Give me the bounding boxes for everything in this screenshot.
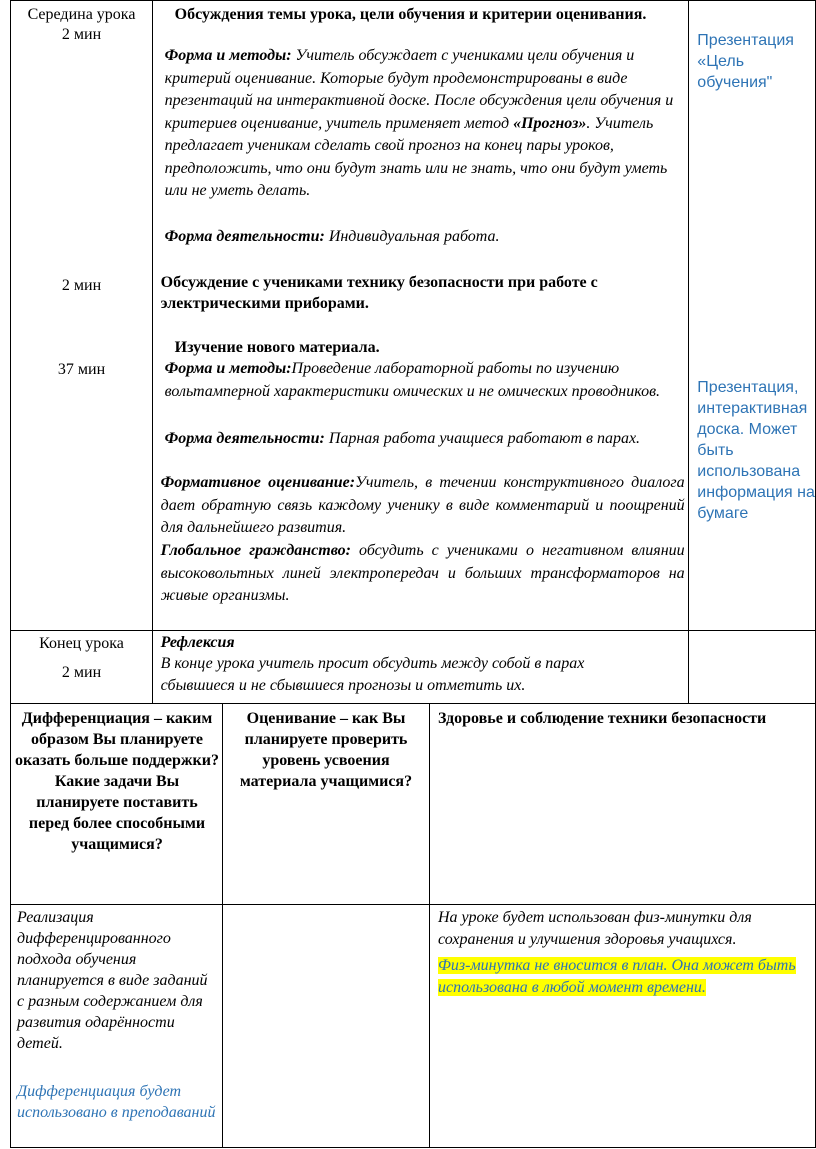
column-header: Оценивание – как Вы планируете проверить уровень усвоения материала учащимися? bbox=[239, 710, 413, 790]
table-content-row bbox=[11, 905, 816, 1148]
content-cell-middle bbox=[152, 1, 689, 631]
header-cell-health bbox=[430, 704, 816, 905]
safety-heading: Обсуждение с учениками технику безопасности при работе с электрическими приборами. bbox=[160, 274, 598, 312]
health-text: На уроке будет использован физ-минутки для сохранения и улучшения здоровья учащихся. bbox=[438, 909, 752, 948]
stage-cell-middle bbox=[11, 1, 153, 631]
global-citizenship-paragraph: Глобальное гражданство: обсудить с учениками о негативном влиянии высоковольтных линей электропередач и больших трансформаторов на живые организмы. bbox=[160, 542, 685, 604]
column-header: Здоровье и соблюдение техники безопасности bbox=[438, 710, 767, 727]
time-label: 37 мин bbox=[57, 361, 106, 378]
stage-label-middle: Середина урока bbox=[27, 6, 136, 23]
header-cell-differentiation bbox=[11, 704, 223, 905]
lesson-stages-table bbox=[10, 0, 816, 704]
header-cell-assessment bbox=[223, 704, 430, 905]
formative-paragraph: Формативное оценивание:Учитель, в течении конструктивного диалога дает обратную связь каждому ученику в виде комментарий и поощрений для дальнейшего развития. bbox=[160, 474, 685, 536]
reflection-label: Рефлексия bbox=[160, 634, 235, 651]
stage-label-end: Конец урока bbox=[39, 635, 124, 652]
time-label: 2 мин bbox=[61, 664, 102, 681]
differentiation-cell bbox=[11, 905, 223, 1148]
methods-paragraph: Форма и методы: Учитель обсуждает с учениками цели обучения и критерий оценивание. Которые будут продемонстрированы в виде презентаций на интерактивной доске. После обсуждения цели обучения и критериев оценивание, учитель применяет метод «Прогноз». Учитель предлагает ученикам сделать свой прогноз на конец пары уроков, предположить, что они будут знать или не знать, что они будут уметь или не уметь делать. bbox=[164, 47, 674, 199]
new-material-heading: Изучение нового материала. bbox=[174, 339, 380, 356]
differentiation-table bbox=[10, 703, 816, 1148]
differentiation-text: Реализация дифференцированного подхода обучения планируется в виде заданий с разным содержанием для развития одарённости детей. bbox=[17, 909, 208, 1052]
time-label: 2 мин bbox=[61, 277, 102, 294]
resource-note: Презентация «Цель обучения" bbox=[697, 32, 794, 91]
table-row-middle bbox=[11, 1, 816, 631]
resources-cell-end bbox=[689, 631, 816, 704]
resource-note: Презентация, интерактивная доска. Может быть использована информация на бумаге bbox=[697, 379, 815, 522]
reflection-text: В конце урока учитель просит обсудить между собой в парах сбывшиеся и не сбывшиеся прогнозы и отметить их. bbox=[160, 655, 585, 694]
methods2-paragraph: Форма и методы:Проведение лабораторной работы по изучению вольтамперной характеристики омических и не омических проводников. bbox=[164, 360, 661, 400]
assessment-cell bbox=[223, 905, 430, 1148]
content-cell-end bbox=[152, 631, 689, 704]
activity2-paragraph: Форма деятельности: Парная работа учащиеся работают в парах. bbox=[164, 430, 641, 447]
resources-cell-middle bbox=[689, 1, 816, 631]
time-label: 2 мин bbox=[61, 26, 102, 43]
stage-cell-end bbox=[11, 631, 153, 704]
column-header: Дифференциация – каким образом Вы планируете оказать больше поддержки? Какие задачи Вы планируете поставить перед более способными учащимися? bbox=[15, 710, 219, 853]
health-note: Физ-минутка не вносится в план. Она может быть использована в любой момент времени. bbox=[438, 957, 796, 996]
health-cell bbox=[430, 905, 816, 1148]
activity-paragraph: Форма деятельности: Индивидуальная работа. bbox=[164, 228, 500, 245]
section-heading: Обсуждения темы урока, цели обучения и критерии оценивания. bbox=[174, 6, 647, 23]
table-row-end bbox=[11, 631, 816, 704]
differentiation-note: Дифференциация будет использовано в преподаваний bbox=[17, 1083, 216, 1121]
table-header-row bbox=[11, 704, 816, 905]
